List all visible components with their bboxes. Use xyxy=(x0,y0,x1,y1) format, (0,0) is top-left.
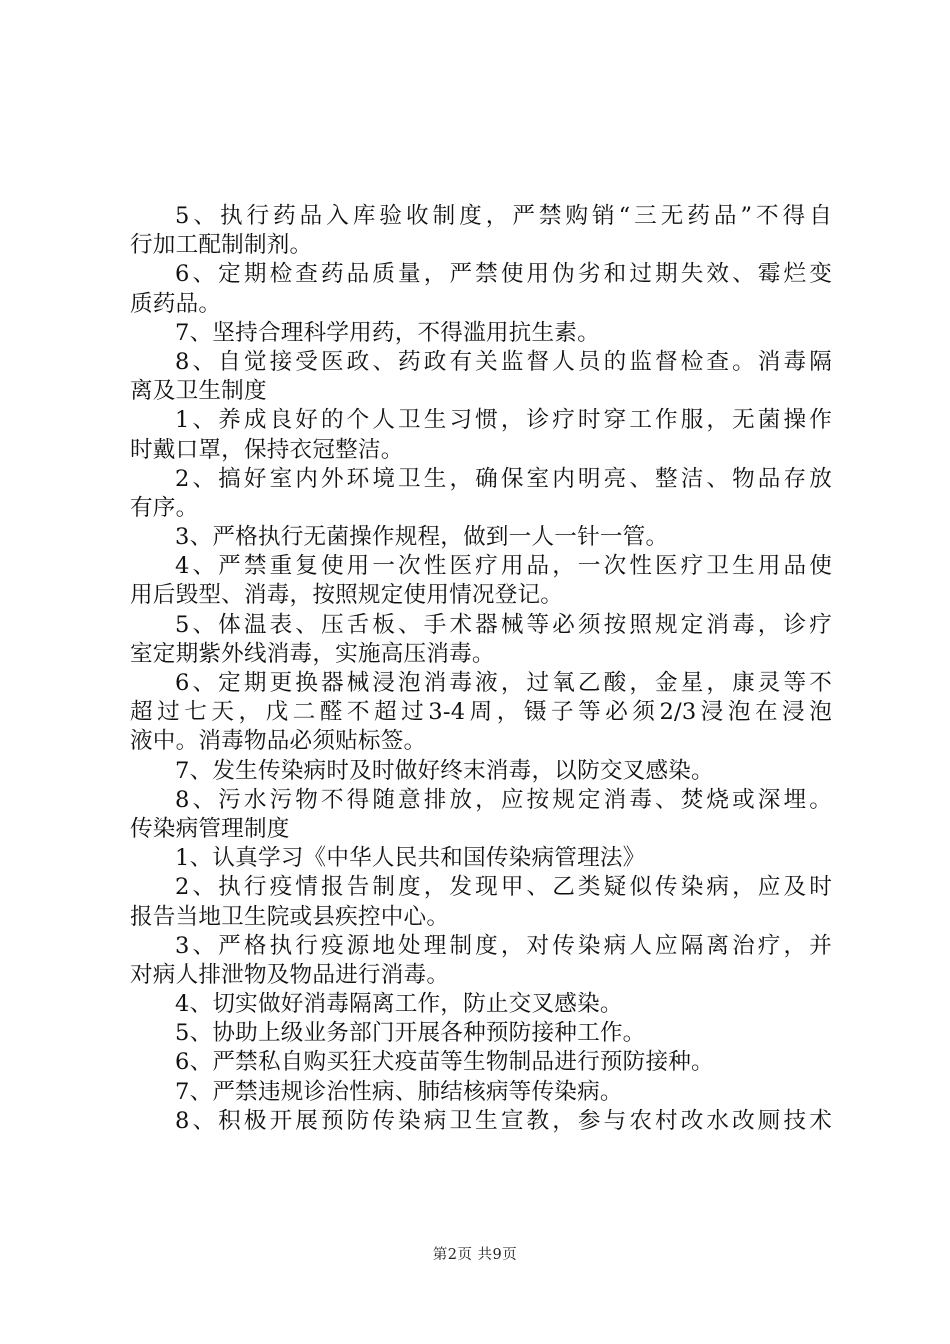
paragraph-continuation-line: 有序。 xyxy=(130,494,199,521)
paragraph-first-line: 5、协助上级业务部门开展各种预防接种工作。 xyxy=(175,1020,646,1047)
paragraph-continuation-line: 传染病管理制度 xyxy=(130,815,290,842)
paragraph-first-line: 6、严禁私自购买狂犬疫苗等生物制品进行预防接种。 xyxy=(175,1049,714,1076)
paragraph-first-line: 4、严禁重复使用一次性医疗用品，一次性医疗卫生用品使 xyxy=(175,553,832,580)
paragraph-first-line: 4、切实做好消毒隔离工作，防止交叉感染。 xyxy=(175,991,623,1018)
paragraph-first-line: 5、体温表、压舌板、手术器械等必须按照规定消毒，诊疗 xyxy=(175,611,832,638)
paragraph-first-line: 3、严格执行疫源地处理制度，对传染病人应隔离治疗，并 xyxy=(175,932,832,959)
paragraph-continuation-line: 液中。消毒物品必须贴标签。 xyxy=(130,728,427,755)
paragraph-continuation-line: 行加工配制制剂。 xyxy=(130,232,313,259)
paragraph-first-line: 6、定期检查药品质量，严禁使用伪劣和过期失效、霉烂变 xyxy=(175,261,832,288)
paragraph-continuation-line: 离及卫生制度 xyxy=(130,378,267,405)
paragraph-first-line: 8、污水污物不得随意排放，应按规定消毒、焚烧或深埋。 xyxy=(175,786,832,813)
page-footer: 第2页 共9页 xyxy=(432,1247,518,1263)
paragraph-continuation-line: 时戴口罩，保持衣冠整洁。 xyxy=(130,436,404,463)
paragraph-continuation-line: 超过七天，戊二醛不超过3-4周，镊子等必须2/3浸泡在浸泡 xyxy=(130,699,832,726)
paragraph-first-line: 8、自觉接受医政、药政有关监督人员的监督检查。消毒隔 xyxy=(175,348,832,375)
paragraph-first-line: 7、坚持合理科学用药，不得滥用抗生素。 xyxy=(175,319,600,346)
paragraph-continuation-line: 对病人排泄物及物品进行消毒。 xyxy=(130,961,450,988)
paragraph-continuation-line: 用后毁型、消毒，按照规定使用情况登记。 xyxy=(130,582,564,609)
paragraph-continuation-line: 质药品。 xyxy=(130,290,222,317)
paragraph-first-line: 5、执行药品入库验收制度，严禁购销“三无药品”不得自 xyxy=(175,203,832,229)
paragraph-first-line: 1、认真学习《中华人民共和国传染病管理法》 xyxy=(175,845,646,872)
paragraph-first-line: 2、执行疫情报告制度，发现甲、乙类疑似传染病，应及时 xyxy=(175,874,832,901)
document-body xyxy=(130,202,832,1136)
paragraph-first-line: 3、严格执行无菌操作规程，做到一人一针一管。 xyxy=(175,524,669,551)
paragraph-continuation-line: 室定期紫外线消毒，实施高压消毒。 xyxy=(130,640,495,667)
paragraph-first-line: 8、积极开展预防传染病卫生宣教，参与农村改水改厕技术 xyxy=(175,1107,832,1134)
paragraph-first-line: 1、养成良好的个人卫生习惯，诊疗时穿工作服，无菌操作 xyxy=(175,407,832,434)
paragraph-continuation-line: 报告当地卫生院或县疾控中心。 xyxy=(130,903,450,930)
paragraph-first-line: 7、严禁违规诊治性病、肺结核病等传染病。 xyxy=(175,1078,623,1105)
paragraph-first-line: 7、发生传染病时及时做好终末消毒，以防交叉感染。 xyxy=(175,757,714,784)
paragraph-first-line: 6、定期更换器械浸泡消毒液，过氧乙酸，金星，康灵等不 xyxy=(175,670,832,696)
paragraph-first-line: 2、搞好室内外环境卫生，确保室内明亮、整洁、物品存放 xyxy=(175,465,832,492)
